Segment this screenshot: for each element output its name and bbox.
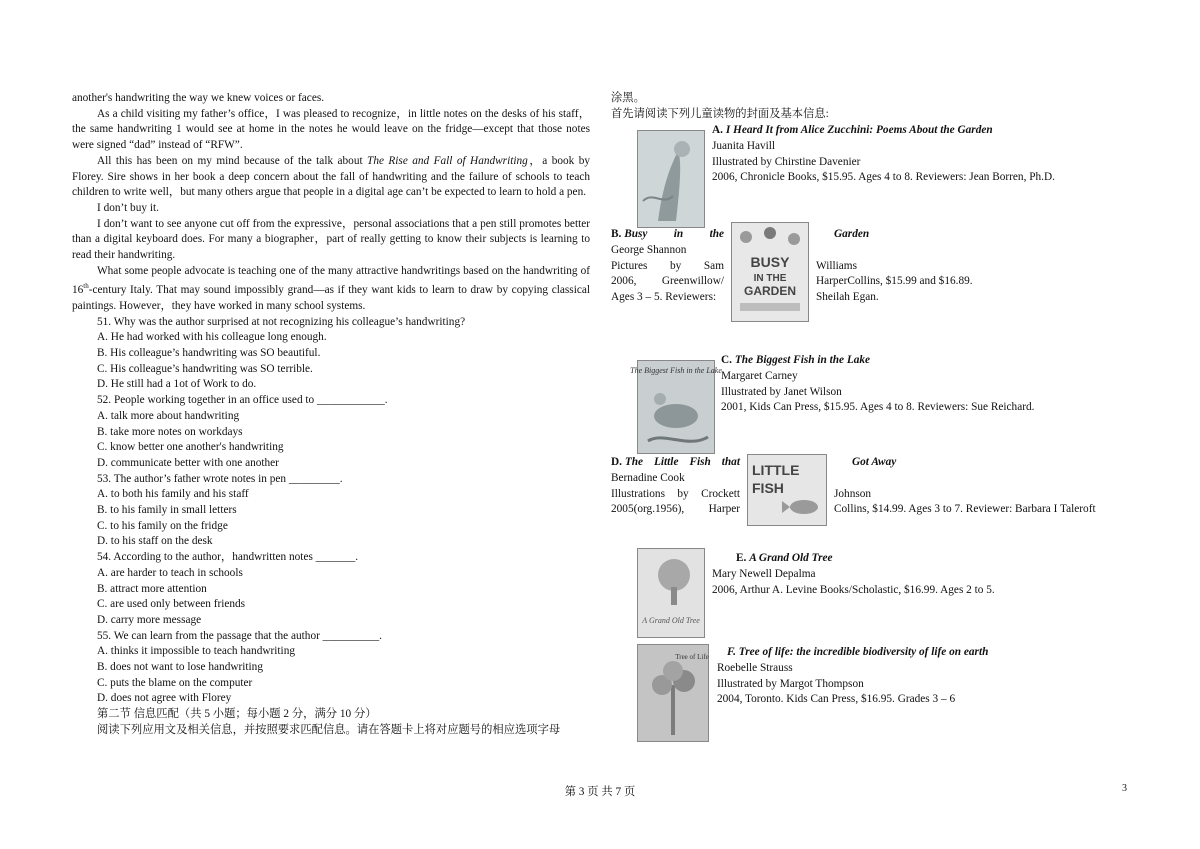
cover-title-text: Tree of Life [675,653,709,661]
option: B. does not want to lose handwriting [97,661,263,674]
cover-title-text: A Grand Old Tree [642,616,700,625]
book-entry-c: C. The Biggest Fish in the Lake Margaret Carney Illustrated by Janet Wilson 2001, Kids Can Press, $15.95. Ages 4 to 8. Reviewers: Sue Reichard. [721,353,1121,416]
book-entry-e: E. A Grand Old Tree Mary Newell Depalma 2006, Arthur A. Levine Books/Scholastic, $16.99. Ages 2 to 5. [712,551,1112,598]
intro-line: 首先请阅读下列儿童读物的封面及基本信息: [611,107,829,120]
book-illustrator: Illustrated by Janet Wilson [721,385,842,398]
book-title-inline: The Rise and Fall of Handwriting [367,154,528,167]
option: A. talk more about handwriting [97,409,240,422]
question-53 [72,472,590,551]
option: A. thinks it impossible to teach handwriting [97,645,295,658]
option: D. carry more message [97,613,202,626]
book-author: Roebelle Strauss [717,661,793,674]
passage-paragraph: What some people advocate is teaching one of the many attractive handwritings based on the handwriting of 16th-century Italy. That may sound impossibly grand—as if they want kids to learn to draw by copying classical paintings. However，they have worked in many school systems. [72,264,590,312]
cover-title-text: BUSY [750,254,790,270]
option: D. to his staff on the desk [97,535,213,548]
continued-line: 涂黑。 [611,92,645,104]
book-cover-e [637,548,705,638]
option: C. His colleague’s handwriting was SO terrible. [97,362,313,375]
question-55 [72,629,590,708]
option: C. to his family on the fridge [97,519,228,532]
cover-illustration-icon [638,131,704,227]
question-stem: 51. Why was the author surprised at not recognizing his colleague’s handwriting? [97,315,466,328]
cover-illustration-icon [630,361,722,453]
question-51 [72,315,590,394]
option: C. know better one another's handwriting [97,441,284,454]
book-title: The Biggest Fish in the Lake [734,354,871,366]
cover-title-text: The Biggest Fish in the Lake [630,366,722,375]
book-entry-b-right: Garden Williams HarperCollins, $15.99 and $16.89. Sheilah Egan. [816,228,973,304]
book-details: 2006, Chronicle Books, $15.95. Ages 4 to 8. Reviewers: Jean Borren, Ph.D. [712,171,1055,184]
passage-paragraph: All this has been on my mind because of the talk about The Rise and Fall of Handwriting，a book by Florey. Sire shows in her book a deep concern about the fall of handwriting and the failure of schools to teach children to write well，but many others argue that people in a digital age can’t be expected to learn to hold a pen. [72,154,590,199]
option: D. He still had a 1ot of Work to do. [97,378,257,391]
cover-illustration-icon [732,223,808,321]
book-details: 2004, Toronto. Kids Can Press, $16.95. Grades 3 – 6 [717,693,956,706]
cover-illustration-icon [638,549,704,637]
page-footer: 第 3 页 共 7 页 [564,786,636,798]
book-cover-a [637,130,705,228]
book-author: Margaret Carney [721,369,798,382]
book-cover-b [731,222,809,322]
option: C. puts the blame on the computer [97,676,253,689]
book-cover-c [630,360,722,454]
book-entry-d-right: Got Away Johnson Collins, $14.99. Ages 3 to 7. Reviewer: Barbara I Taleroft [834,456,1096,516]
question-stem: 54. According to the author，handwritten notes _______. [97,551,359,564]
passage-paragraph: I don’t buy it. [97,201,159,214]
cover-title-text: IN THE [753,273,787,284]
book-title: A Grand Old Tree [749,552,833,564]
question-52 [72,393,590,472]
passage-line: another's handwriting the way we knew voices or faces. [72,92,325,104]
section-instruction: 阅读下列应用文及相关信息，并按照要求匹配信息。请在答题卡上将对应题号的相应选项字母 [97,723,561,736]
option: A. He had worked with his colleague long enough. [97,331,327,344]
cover-title-text: GARDEN [743,284,797,298]
passage-paragraph: I don’t want to see anyone cut off from the expressive，personal associations that a pen still promotes better than a digital keyboard does. For many a biographer，part of really getting to know their subjects is learning to read their handwriting. [72,217,590,262]
book-author: Mary Newell Depalma [712,567,816,580]
question-54 [72,550,590,629]
book-author: George Shannon [611,243,687,256]
book-entry-d-left: D. The Little Fish that Bernadine Cook Illustrations by Crockett 2005(org.1956), Harper [611,456,740,516]
option: C. are used only between friends [97,598,246,611]
cover-title-text: FISH [752,480,784,496]
option: A. are harder to teach in schools [97,566,243,579]
book-entry-f: F. Tree of life: the incredible biodiversity of life on earth Roebelle Strauss Illustrated by Margot Thompson 2004, Toronto. Kids Can Press, $16.95. Grades 3 – 6 [717,645,1117,708]
option: D. communicate better with one another [97,456,279,469]
cover-illustration-icon [748,455,826,525]
book-cover-d [747,454,827,526]
book-title: Tree of life: the incredible biodiversity of life on earth [738,646,989,658]
right-column-intro [611,91,1121,122]
book-illustrator: Illustrated by Margot Thompson [717,677,864,690]
passage-paragraph: As a child visiting my father’s office，I was pleased to recognize，in little notes on the desks of his staff，the same handwriting 1 would see at home in the notes he would leave on the fridge—except that those notes were signed “dad” instead of “RFW”. [72,107,590,152]
question-stem: 53. The author’s father wrote notes in pen _________. [97,472,343,485]
book-author: Bernadine Cook [611,471,685,484]
book-title: I Heard It from Alice Zucchini: Poems About the Garden [725,124,993,136]
cover-illustration-icon [638,645,708,741]
option: B. His colleague’s handwriting was SO beautiful. [97,347,321,360]
book-cover-f [637,644,709,742]
option: A. to both his family and his staff [97,488,249,501]
option: D. does not agree with Florey [97,692,232,705]
option: B. take more notes on workdays [97,425,243,438]
section-header: 第二节 信息匹配（共 5 小题；每小题 2 分，满分 10 分） [97,708,377,721]
book-details: 2006, Arthur A. Levine Books/Scholastic, $16.99. Ages 2 to 5. [712,583,995,596]
option: B. attract more attention [97,582,207,595]
left-column [72,91,590,739]
question-stem: 55. We can learn from the passage that the author __________. [97,629,382,642]
book-author: Juanita Havill [712,139,776,152]
book-entry-b-left: B. Busy in the George Shannon Pictures by Sam 2006, Greenwillow/ Ages 3 – 5. Reviewers: [611,228,724,304]
book-entry-a: A. I Heard It from Alice Zucchini: Poems About the Garden Juanita Havill Illustrated by Chirstine Davenier 2006, Chronicle Books, $15.95. Ages 4 to 8. Reviewers: Jean Borren, Ph.D. [712,123,1112,186]
page-number: 3 [1122,783,1127,794]
option: B. to his family in small letters [97,504,237,517]
cover-title-text: LITTLE [752,462,800,478]
book-details: 2001, Kids Can Press, $15.95. Ages 4 to 8. Reviewers: Sue Reichard. [721,401,1035,414]
question-stem: 52. People working together in an office used to ____________. [97,394,388,407]
book-illustrator: Illustrated by Chirstine Davenier [712,155,861,168]
